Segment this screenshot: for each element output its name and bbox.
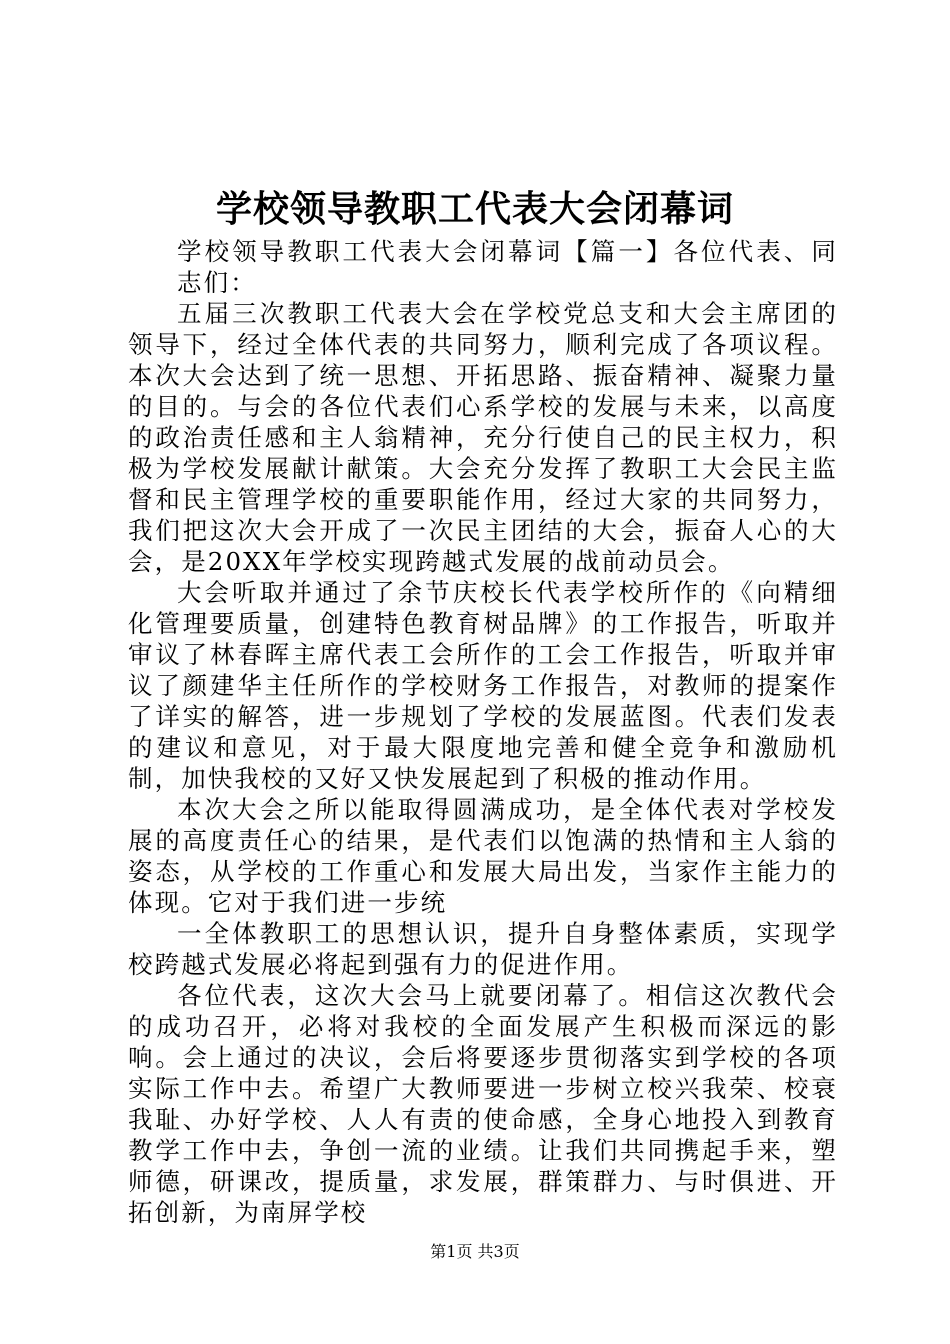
page-footer: 第1页 共3页 — [430, 1242, 520, 1261]
body-paragraph: 大会听取并通过了余节庆校长代表学校所作的《向精细化管理要质量，创建特色教育树品牌》的工作报告，听取并审议了林春晖主席代表工会所作的工会工作报告，听取并审议了颜建华主任所作的学校财务工作报告，对教师的提案作了详实的解答，进一步规划了学校的发展蓝图。代表们发表的建议和意见，对于最大限度地完善和健全竞争和激励机制，加快我校的又好又快发展起到了积极的推动作用。 — [128, 578, 838, 793]
body-paragraph: 各位代表，这次大会马上就要闭幕了。相信这次教代会的成功召开，必将对我校的全面发展产生积极而深远的影响。会上通过的决议，会后将要逐步贯彻落实到学校的各项实际工作中去。希望广大教师要进一步树立校兴我荣、校衰我耻、办好学校、人人有责的使命感，全身心地投入到教育教学工作中去，争创一流的业绩。让我们共同携起手来，塑师德，研课改，提质量，求发展，群策群力、与时俱进、开拓创新，为南屏学校 — [128, 981, 838, 1227]
body-paragraph: 本次大会之所以能取得圆满成功，是全体代表对学校发展的高度责任心的结果，是代表们以饱满的热情和主人翁的姿态，从学校的工作重心和发展大局出发，当家作主能力的体现。它对于我们进一步统 — [128, 795, 838, 917]
intro-paragraph: 学校领导教职工代表大会闭幕词【篇一】各位代表、同志们： — [177, 237, 838, 297]
body-paragraph: 一全体教职工的思想认识，提升自身整体素质，实现学校跨越式发展必将起到强有力的促进作用。 — [128, 919, 838, 979]
document-body — [128, 236, 838, 1228]
body-paragraph: 五届三次教职工代表大会在学校党总支和大会主席团的领导下，经过全体代表的共同努力，顺利完成了各项议程。本次大会达到了统一思想、开拓思路、振奋精神、凝聚力量的目的。与会的各位代表们心系学校的发展与未来，以高度的政治责任感和主人翁精神，充分行使自己的民主权力，积极为学校发展献计献策。大会充分发挥了教职工大会民主监督和民主管理学校的重要职能作用，经过大家的共同努力，我们把这次大会开成了一次民主团结的大会，振奋人心的大会，是20XX年学校实现跨越式发展的战前动员会。 — [128, 299, 838, 576]
document-title: 学校领导教职工代表大会闭幕词 — [215, 188, 734, 230]
